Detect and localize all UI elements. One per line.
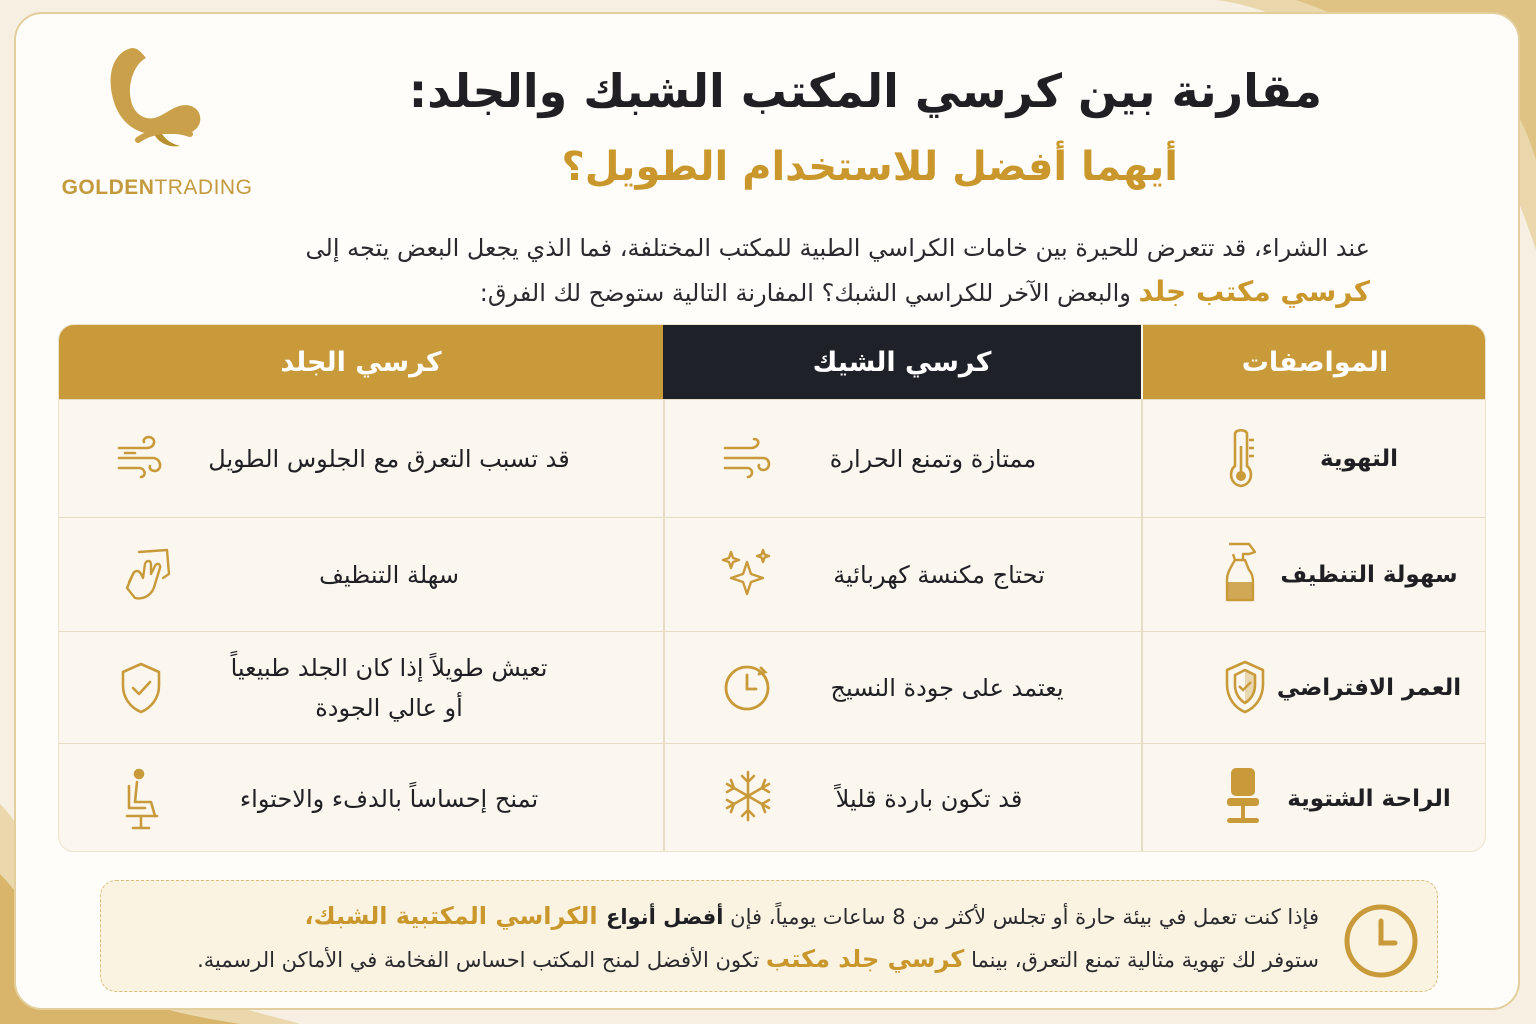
shield-check-icon [117, 660, 165, 716]
table-row [59, 399, 1485, 517]
leather-cell-text: تمنح إحساساً بالدفء والاحتواء [239, 784, 539, 813]
clock-icon [721, 662, 773, 714]
mesh-cell-text: قد تكون باردة قليلاً [835, 784, 1023, 813]
header-leather: كرسي الجلد [59, 325, 663, 399]
table-header-row [59, 325, 1485, 399]
spray-bottle-icon [1219, 540, 1263, 606]
conclusion-text [119, 895, 1319, 981]
intro-line-2: كرسي مكتب جلد والبعض الآخر للكراسي الشبك؟ المفارنة التالية ستوضح لك الفرق: [479, 275, 1370, 308]
infographic-card [14, 12, 1520, 1010]
intro-highlight-link[interactable]: كرسي مكتب جلد [1138, 275, 1370, 308]
intro-line-1: عند الشراء، قد تتعرض للحيرة بين خامات الكراسي الطبية للمكتب المختلفة، فما الذي يجعل البعض يتجه إلى [305, 234, 1370, 262]
spec-cell-text: سهولة التنظيف [1280, 561, 1458, 588]
column-divider [663, 399, 665, 852]
spec-cell-text: العمر الافتراضي [1276, 674, 1462, 701]
snowflake-icon [721, 768, 775, 824]
office-chair-icon [1219, 764, 1267, 830]
mesh-cell-text: تحتاج مكنسة كهربائية [833, 560, 1045, 589]
seated-person-icon [121, 768, 165, 832]
intro-paragraph [140, 226, 1370, 315]
mesh-cell-text: ممتازة وتمنع الحرارة [829, 444, 1037, 473]
shield-icon [1221, 658, 1269, 716]
clock-icon [1341, 901, 1421, 985]
table-row [59, 631, 1485, 743]
comparison-table [58, 324, 1486, 852]
mesh-cell-text: يعتمد على جودة النسيج [830, 673, 1064, 702]
header-specs: المواصفات [1143, 325, 1486, 399]
wind-icon [113, 430, 165, 486]
page-subtitle: أيهما أفضل للاستخدام الطويل؟ [561, 144, 1178, 190]
hand-wiping-icon [119, 544, 175, 608]
wind-icon [721, 434, 773, 484]
conclusion-line-2: ستوفر لك تهوية مثالية تمنع التعرق، بينما كرسي جلد مكتب تكون الأفضل لمنح المكتب احساس الفخامة في الأماكن الرسمية. [197, 945, 1319, 973]
table-row [59, 743, 1485, 852]
conclusion-link-leather[interactable]: كرسي جلد مكتب [765, 945, 965, 973]
leather-cell-text: سهلة التنظيف [319, 560, 459, 589]
sparkles-icon [721, 548, 773, 602]
spec-cell-text: التهوية [1319, 445, 1399, 472]
thermometer-icon [1223, 426, 1259, 492]
spec-cell-text: الراحة الشتوية [1287, 785, 1451, 812]
conclusion-link-mesh[interactable]: الكراسي المكتبية الشبك، [304, 902, 606, 930]
brand-logo [52, 42, 262, 204]
brand-name: GOLDENTRADING [61, 176, 253, 199]
header-mesh: كرسي الشيك [663, 325, 1141, 399]
leather-cell-text: قد تسبب التعرق مع الجلوس الطويل [208, 444, 570, 473]
conclusion-line-1: فإذا كنت تعمل في بيئة حارة أو تجلس لأكثر من 8 ساعات يومياً، فإن أفضل أنواع الكراسي المكتبية الشبك، [304, 902, 1319, 930]
column-divider [1141, 399, 1143, 852]
table-row [59, 517, 1485, 631]
conclusion-note [100, 880, 1438, 992]
leather-cell-text: تعيش طويلاً إذا كان الجلد طبيعياً أو عالي الجودة [230, 653, 548, 722]
swan-chair-logo-icon [102, 42, 212, 154]
page-title: مقارنة بين كرسي المكتب الشبك والجلد: [408, 64, 1322, 118]
